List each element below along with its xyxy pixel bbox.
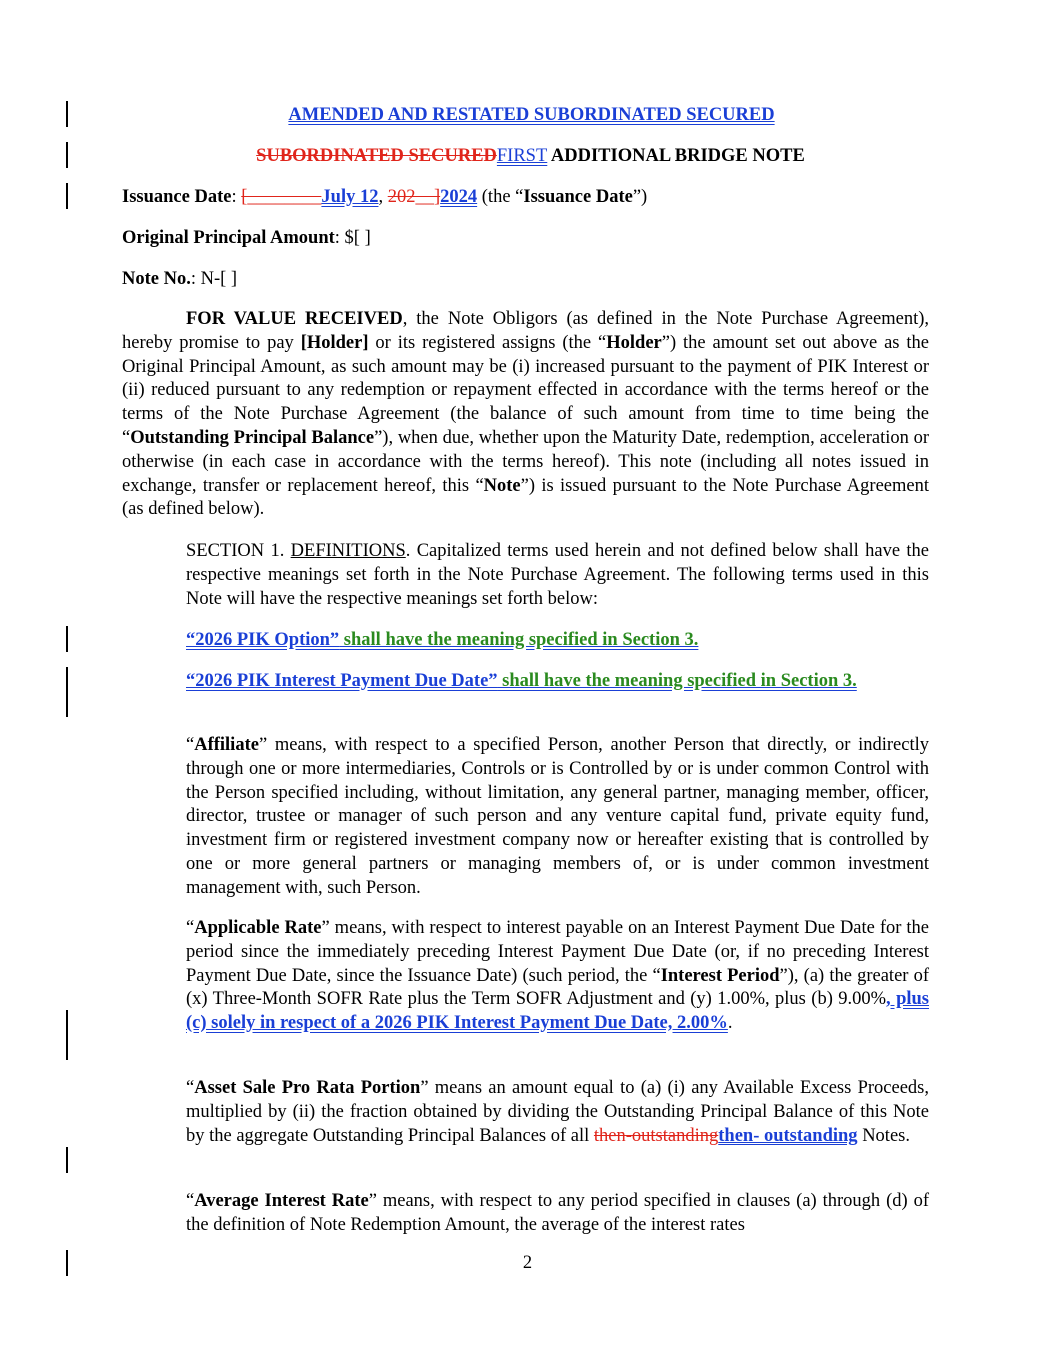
page-number: 2 [522,1253,533,1273]
section-1-paragraph [186,540,929,611]
definition-body: ” means, with respect to any period specified in clauses (a) through (d) of the definition of Note Redemption Amount, the average of the interest rates [186,1191,929,1235]
colon: : [231,187,242,207]
quote: “ [186,735,195,755]
defined-term: Affiliate [194,735,259,755]
period: . [727,1013,733,1034]
issuance-date-line [122,186,647,208]
note-term: Note [483,475,521,496]
title-inserted-first: FIRST [496,146,548,166]
definition-asset-sale-pro-rata [186,1077,929,1148]
section-number: SECTION 1. [186,541,291,561]
intro-text: ”) is issued pursuant to the Note Purchase Agreement (as defined below). [122,475,929,520]
deleted-text: then-outstanding [593,1125,719,1146]
definition-body: ” means an amount equal to (a) (i) any Available Excess Proceeds, multiplied by (ii) the fraction obtained by dividing the Outstanding Principal Balance of this Note by the aggregate Outstanding Principal Balances of all [186,1078,929,1146]
for-value-received: FOR VALUE RECEIVED [186,309,403,329]
intro-paragraph [122,308,929,522]
quote: “ [186,1078,195,1098]
change-bar [66,1010,68,1060]
note-number-label: Note No. [122,269,191,289]
inserted-year: 2024 [440,187,478,207]
definition-average-interest-rate [186,1190,929,1238]
original-principal-label: Original Principal Amount [122,228,335,248]
issuance-tail-close: ”) [632,187,648,207]
inserted-text: , plus (c) solely in respect of a 2026 PIK Interest Payment Due Date, 2.00% [186,989,929,1034]
change-bar [66,183,68,209]
intro-text: ”) the amount set out above as the Original Principal Amount, as such amount may be (i) increased pursuant to the payment of PIK Interest or (ii) reduced pursuant to any redemption or repayment effected in accordance with the terms hereof or the terms of the Note Purchase Agreement (the balance of such amount from time to time being the “ [122,332,929,448]
opb-term: Outstanding Principal Balance [130,427,375,448]
inserted-date: July 12 [321,187,379,207]
deleted-bracket: [________ [241,187,322,207]
definition-body: ” means, with respect to interest payable on an Interest Payment Due Date for the period since the immediately preceding Interest Payment Due Date (or, if no preceding Interest Payment Due Date, since the Issuance Date) (such period, the “ [186,918,929,986]
defined-term: Applicable Rate [194,918,322,938]
defined-term: “2026 PIK Interest Payment Due Date” [186,671,498,691]
title-line-1 [0,104,1055,126]
change-bar [66,626,68,652]
definition-body: shall have the meaning specified in Section 3. [339,630,699,650]
intro-text: or its registered assigns (the “ [368,332,607,353]
definition-affiliate [186,734,929,901]
intro-text: ”), when due, whether upon the Maturity Date, redemption, acceleration or otherwise (in each case in accordance with the terms hereof). This note (including all notes issued in exchange, transfer or replacement hereof, this “ [122,427,929,496]
change-bar [66,667,68,717]
title-line-2 [0,145,1055,167]
definition-body: shall have the meaning specified in Section 3. [497,671,857,691]
definition-body: Notes. [857,1125,910,1146]
section-heading: DEFINITIONS [290,541,406,561]
quote: “ [186,918,195,938]
note-number-line [122,268,237,290]
definition-applicable-rate [186,917,929,1036]
definition-2026-pik-option [186,629,929,653]
issuance-date-label: Issuance Date [122,187,232,207]
original-principal-line [122,227,371,249]
interest-period-term: Interest Period [660,965,780,986]
section-body: . Capitalized terms used herein and not defined below shall have the respective meanings set forth in the Note Purchase Agreement. The following terms used in this Note will have the respective meanings set forth below: [186,541,929,609]
original-principal-value: : $[ ] [334,228,371,248]
definition-body: ”), (a) the greater of (x) Three-Month SOFR Rate plus the Term SOFR Adjustment and (y) 1.00%, plus (b) 9.00% [186,965,929,1010]
defined-term: Asset Sale Pro Rata Portion [194,1078,421,1098]
defined-term: “2026 PIK Option” [186,630,340,650]
issuance-tail: (the “ [477,187,524,207]
issuance-defined-term: Issuance Date [523,187,633,207]
comma: , [378,187,388,207]
holder-placeholder: [Holder] [300,332,369,353]
intro-text: , the Note Obligors (as defined in the Note Purchase Agreement), hereby promise to pay [122,309,930,353]
inserted-text: then- outstanding [718,1125,858,1146]
note-number-value: : N-[ ] [190,269,238,289]
holder-term: Holder [606,332,662,353]
title-deleted-text: SUBORDINATED SECURED [256,146,497,166]
quote: “ [186,1191,195,1211]
definition-2026-pik-due-date [186,670,929,694]
title-rest: ADDITIONAL BRIDGE NOTE [547,146,805,166]
deleted-year: 202__] [387,187,441,207]
title-inserted-text: AMENDED AND RESTATED SUBORDINATED SECURED [288,105,775,125]
defined-term: Average Interest Rate [194,1191,369,1211]
definition-body: ” means, with respect to a specified Person, another Person that directly, or indirectly through one or more intermediaries, Controls or is Controlled by or is under common Control with the Person specified including, without limitation, any general partner, managing member, officer, director, trustee or manager of such person and any venture capital fund, private equity fund, investment firm or registered investment company now or hereafter existing that is controlled by one or more general partners or managing members of, or is under common investment management with, such Person. [186,735,929,898]
change-bar [66,1147,68,1173]
